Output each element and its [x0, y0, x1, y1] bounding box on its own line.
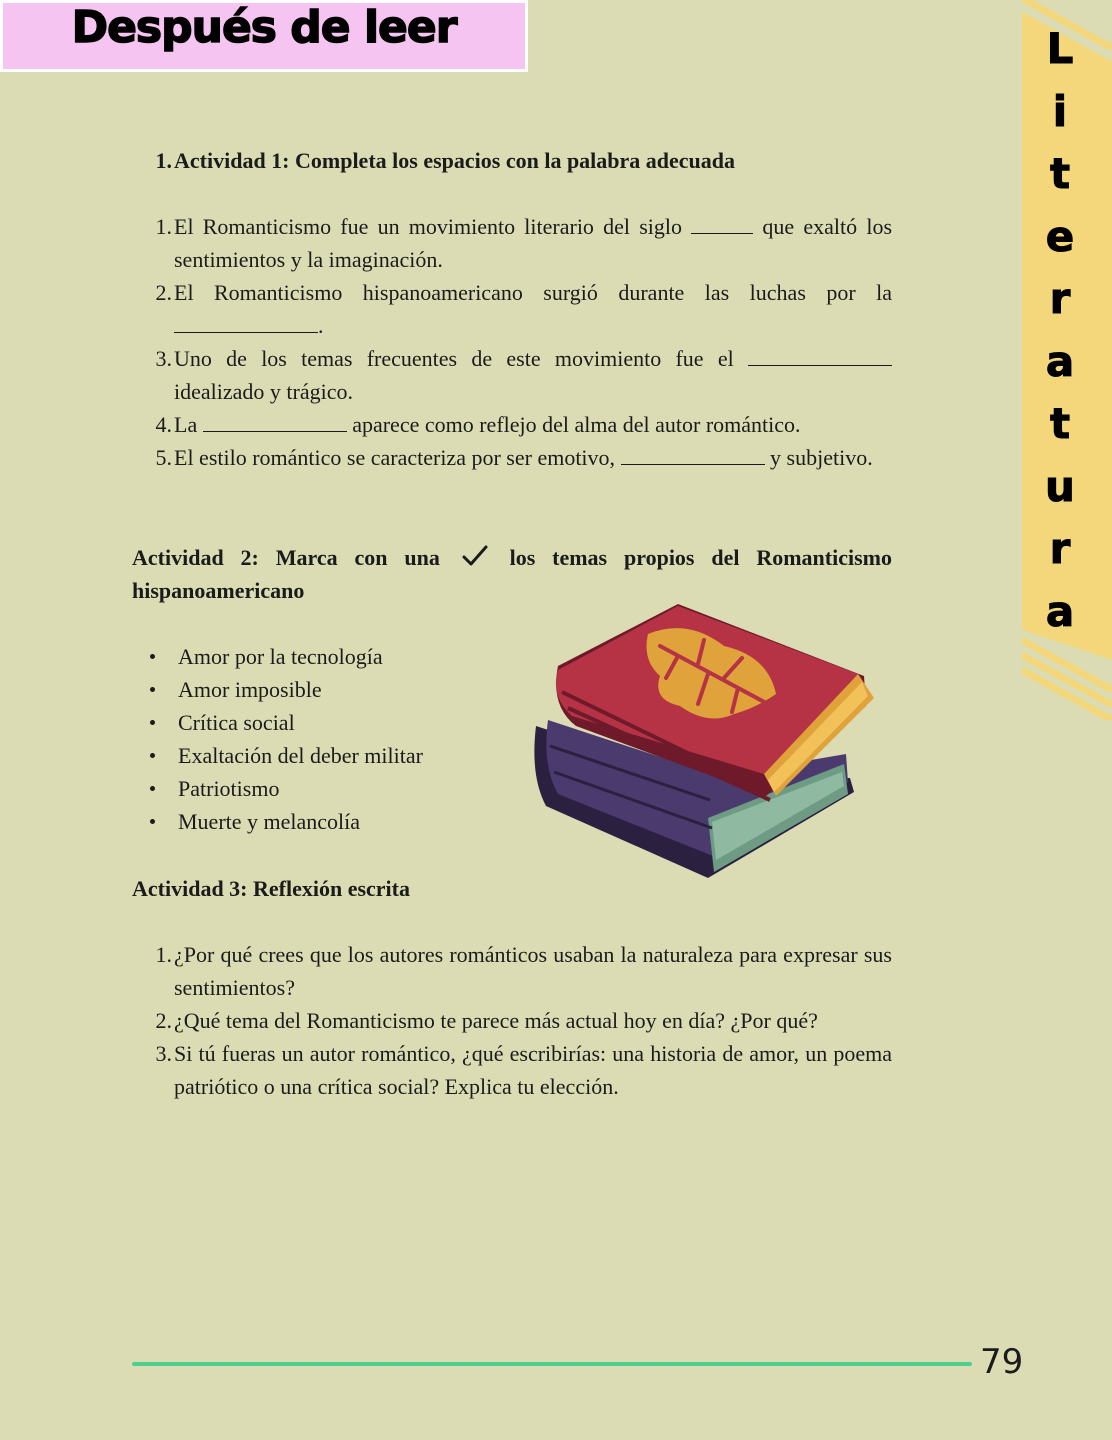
side-letter: u — [1045, 461, 1075, 511]
list-item: 2. El Romanticismo hispanoamericano surgió durante las luchas por la . — [155, 280, 892, 338]
activity-1-heading: 1. Actividad 1: Completa los espacios con la palabra adecuada — [132, 144, 892, 177]
list-item: 5. El estilo romántico se caracteriza por ser emotivo, y subjetivo. — [155, 445, 873, 470]
answer-blank[interactable] — [748, 345, 892, 366]
answer-blank[interactable] — [621, 444, 765, 465]
side-letter: r — [1049, 274, 1071, 323]
list-item[interactable]: Patriotismo — [150, 772, 423, 805]
page-number: 79 — [980, 1342, 1024, 1382]
bullet-icon — [150, 819, 155, 824]
side-letter: e — [1045, 211, 1075, 261]
answer-blank[interactable] — [203, 411, 347, 432]
side-letters-literatura — [1022, 18, 1098, 643]
side-letter: i — [1052, 86, 1068, 136]
footer-divider — [132, 1362, 972, 1366]
bullet-icon — [150, 753, 155, 758]
activity-3-section — [132, 938, 892, 1103]
activity-2-title: Actividad 2: Marca con una los temas propios del Romanticismo hispanoamericano — [132, 545, 892, 603]
side-letter: r — [1049, 524, 1071, 573]
activity-1-title: Actividad 1: Completa los espacios con la palabra adecuada — [174, 148, 736, 173]
activity-3-title: Actividad 3: Reflexión escrita — [132, 876, 410, 901]
bullet-icon — [150, 687, 155, 692]
side-letter: t — [1049, 399, 1071, 448]
list-item: 1. El Romanticismo fue un movimiento literario del siglo que exaltó los sentimientos y la imaginación. — [155, 214, 892, 272]
list-item[interactable]: Amor por la tecnología — [150, 640, 423, 673]
list-item: 1. ¿Por qué crees que los autores románticos usaban la naturaleza para expresar sus sentimientos? — [155, 942, 892, 1000]
list-item[interactable]: Crítica social — [150, 706, 423, 739]
list-item: 3. Si tú fueras un autor romántico, ¿qué escribirías: una historia de amor, un poema patriótico o una crítica social? Explica tu elección. — [155, 1041, 892, 1099]
answer-blank[interactable] — [174, 312, 318, 333]
bullet-icon — [150, 654, 155, 659]
list-item[interactable]: Muerte y melancolía — [150, 805, 423, 838]
checkmark-icon — [461, 544, 489, 568]
bullet-icon — [150, 720, 155, 725]
header-banner — [0, 0, 528, 72]
list-item: 4. La aparece como reflejo del alma del autor romántico. — [155, 412, 801, 437]
list-item[interactable]: Exaltación del deber militar — [150, 739, 423, 772]
answer-blank[interactable] — [691, 213, 753, 234]
activity-1-section — [132, 144, 892, 474]
list-item: 3. Uno de los temas frecuentes de este movimiento fue el idealizado y trágico. — [132, 342, 892, 408]
page-title: Después de leer — [71, 1, 457, 53]
list-item: 2. ¿Qué tema del Romanticismo te parece más actual hoy en día? ¿Por qué? — [155, 1008, 818, 1033]
books-illustration — [528, 596, 880, 880]
side-letter: a — [1045, 586, 1075, 636]
side-letter: a — [1045, 336, 1075, 386]
bullet-icon — [150, 786, 155, 791]
activity-2-options — [150, 640, 423, 838]
side-letter: L — [1046, 24, 1074, 73]
list-item[interactable]: Amor imposible — [150, 673, 423, 706]
side-letter: t — [1049, 149, 1071, 198]
